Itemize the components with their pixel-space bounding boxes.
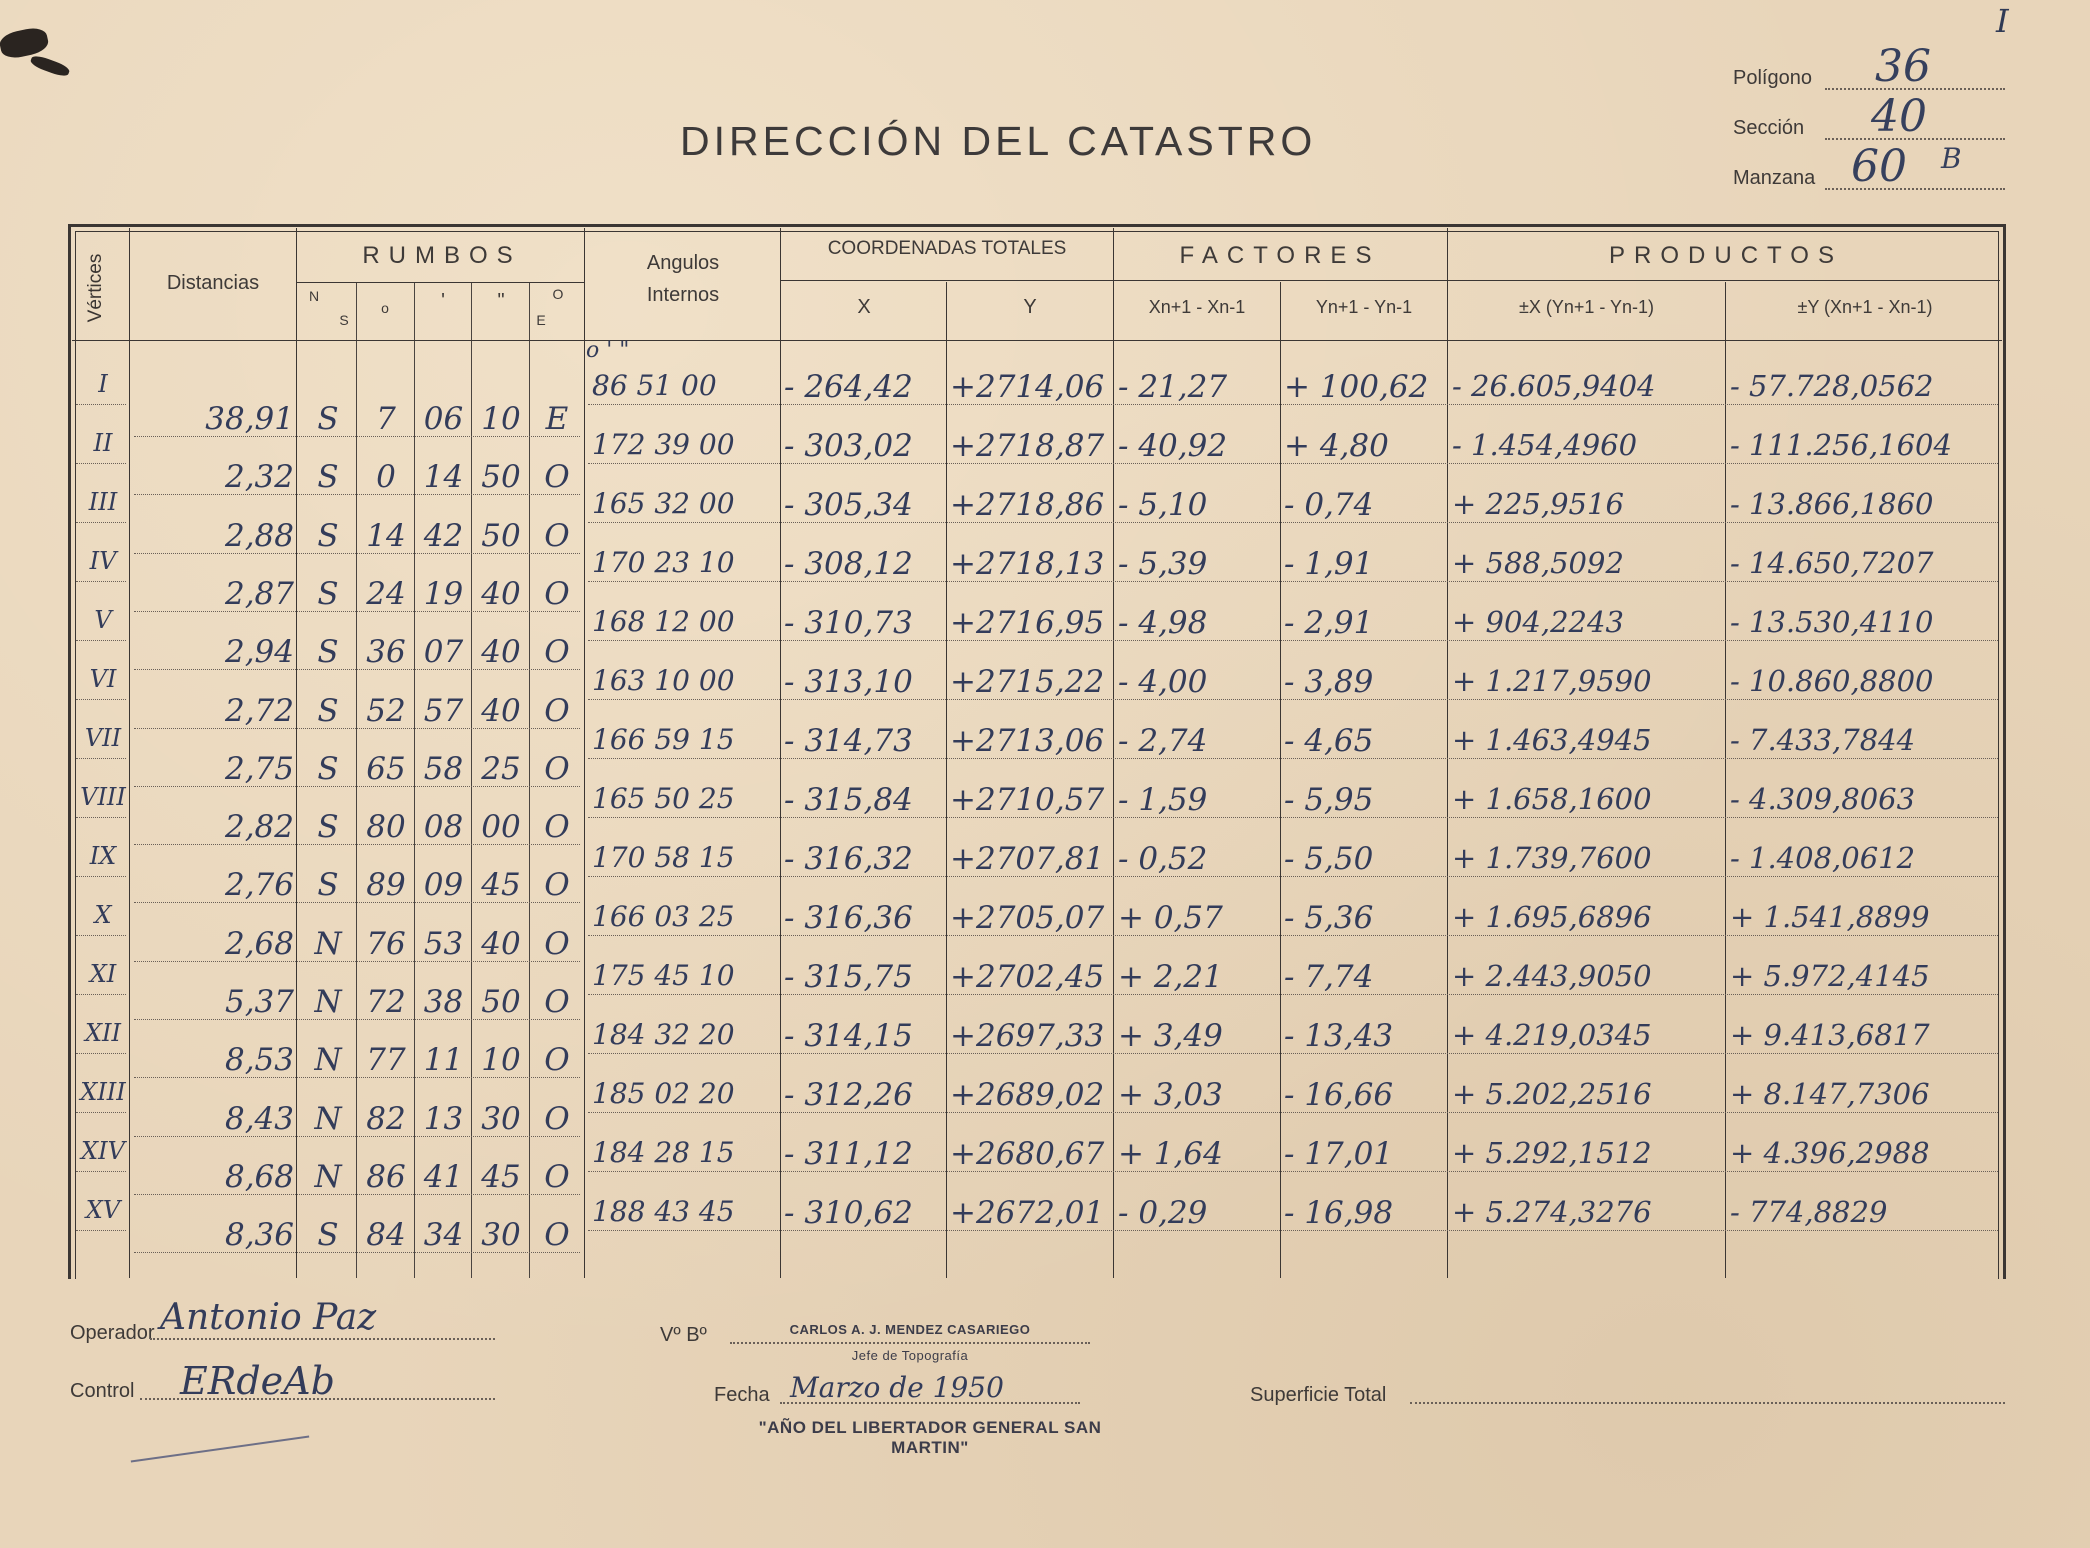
distance-value: 8,36 bbox=[224, 1217, 294, 1254]
coord-x-value: - 311,12 bbox=[784, 1136, 913, 1172]
coord-y-value: +2672,01 bbox=[950, 1195, 1105, 1231]
product-x-value: + 1.217,9590 bbox=[1452, 664, 1652, 698]
product-y-value: - 774,8829 bbox=[1730, 1195, 1888, 1229]
rumbo-seconds: 30 bbox=[481, 1217, 521, 1254]
rumbo-minutes: 07 bbox=[423, 634, 464, 671]
rumbo-seconds: 10 bbox=[481, 401, 521, 437]
distance-value: 8,43 bbox=[224, 1100, 294, 1137]
rumbo-oe: O bbox=[544, 575, 570, 612]
rumbo-ns: S bbox=[317, 809, 339, 846]
row-dotted-line bbox=[76, 1053, 126, 1054]
header-bottom-rule bbox=[72, 340, 2002, 341]
rumbo-degrees: 65 bbox=[366, 750, 406, 787]
product-x-value: + 1.463,4945 bbox=[1452, 723, 1652, 757]
interior-angle: 86 51 00 bbox=[592, 369, 717, 402]
operador-signature: Antonio Paz bbox=[160, 1297, 377, 1338]
rumbo-ns: S bbox=[317, 634, 339, 671]
rumbo-oe: O bbox=[544, 1158, 570, 1195]
factor-x-value: - 0,52 bbox=[1118, 841, 1208, 877]
productos-header: PRODUCTOS bbox=[1609, 242, 1843, 269]
factor-x-value: - 40,92 bbox=[1118, 428, 1228, 464]
rumbo-minutes: 08 bbox=[423, 809, 464, 846]
row-dotted-line bbox=[76, 1230, 126, 1231]
coord-y-value: +2715,22 bbox=[950, 664, 1105, 700]
vertex-label: XIII bbox=[80, 1078, 126, 1106]
rumbo-seconds: 50 bbox=[481, 459, 521, 496]
rumbo-ns: S bbox=[317, 692, 339, 729]
product-x-value: + 904,2243 bbox=[1452, 605, 1624, 639]
coord-y-value: +2705,07 bbox=[950, 900, 1105, 936]
stamp-name: CARLOS A. J. MENDEZ CASARIEGO bbox=[789, 1322, 1031, 1337]
rumbo-minutes: 53 bbox=[423, 925, 464, 962]
coord-x-value: - 315,84 bbox=[784, 782, 913, 818]
distance-value: 8,53 bbox=[224, 1042, 294, 1079]
rumbo-degrees: 89 bbox=[366, 867, 406, 904]
prod-x-header: ±X (Yn+1 - Yn-1) bbox=[1518, 297, 1655, 317]
row-dotted-line bbox=[76, 876, 126, 877]
rumbo-seconds: 30 bbox=[481, 1100, 521, 1137]
row-dotted-line bbox=[76, 1171, 126, 1172]
interior-angle: 184 32 20 bbox=[592, 1018, 735, 1051]
rumbos-subcol bbox=[471, 282, 472, 1278]
stamp-motto: "AÑO DEL LIBERTADOR GENERAL SAN MARTIN" bbox=[758, 1418, 1102, 1457]
rumbo-ns: S bbox=[317, 459, 339, 496]
rumbo-minutes: 58 bbox=[423, 750, 464, 787]
rumbo-degrees: 0 bbox=[376, 459, 396, 496]
product-y-value: + 4.396,2988 bbox=[1730, 1136, 1930, 1170]
factor-x-value: + 3,03 bbox=[1118, 1077, 1223, 1113]
col-divider bbox=[1725, 282, 1726, 1278]
row-dotted-line bbox=[76, 758, 126, 759]
rumbo-degrees: 76 bbox=[366, 925, 406, 962]
rumbo-oe: O bbox=[544, 1217, 570, 1254]
vertex-label: III bbox=[88, 488, 118, 516]
rumbos-o-header: O bbox=[552, 286, 564, 302]
rumbo-degrees: 77 bbox=[366, 1042, 406, 1079]
rumbo-seconds: 50 bbox=[481, 984, 521, 1020]
coord-y-value: +2713,06 bbox=[950, 723, 1105, 759]
distance-value: 2,94 bbox=[224, 634, 294, 671]
interior-angle: 166 59 15 bbox=[592, 723, 735, 756]
rumbo-ns: N bbox=[314, 1158, 342, 1195]
rumbo-minutes: 38 bbox=[423, 984, 464, 1020]
distance-value: 2,32 bbox=[224, 459, 294, 496]
vertices-header: Vértices bbox=[85, 253, 106, 323]
seccion-field bbox=[1733, 91, 2005, 146]
poligono-value: 36 bbox=[1875, 41, 1931, 92]
col-divider bbox=[1280, 282, 1281, 1278]
rumbo-oe: O bbox=[544, 517, 570, 554]
poligono-field bbox=[1733, 41, 2005, 96]
factor-y-value: + 4,80 bbox=[1284, 428, 1389, 464]
rumbo-oe: O bbox=[544, 459, 570, 496]
internos-header: Internos bbox=[646, 284, 720, 306]
factores-header: FACTORES bbox=[1179, 242, 1381, 269]
seccion-label: Sección bbox=[1733, 117, 1805, 139]
row-dotted-line bbox=[76, 522, 126, 523]
ink-stain bbox=[0, 25, 50, 60]
vobo-line bbox=[730, 1342, 1090, 1344]
coord-x-value: - 303,02 bbox=[784, 428, 913, 464]
vertex-label: XV bbox=[85, 1196, 121, 1224]
interior-angle: 188 43 45 bbox=[592, 1195, 735, 1228]
rumbo-seconds: 45 bbox=[481, 1158, 521, 1195]
rumbos-subcol bbox=[356, 282, 357, 1278]
interior-angle: 166 03 25 bbox=[592, 900, 735, 933]
row-dotted-line bbox=[76, 1112, 126, 1113]
rumbo-degrees: 72 bbox=[366, 984, 406, 1020]
factor-y-header: Yn+1 - Yn-1 bbox=[1315, 297, 1413, 317]
factor-y-value: - 16,98 bbox=[1284, 1195, 1394, 1231]
product-y-value: + 9.413,6817 bbox=[1730, 1018, 1930, 1052]
product-x-value: + 1.658,1600 bbox=[1452, 782, 1652, 816]
rumbo-oe: E bbox=[545, 401, 569, 437]
fecha-value: Marzo de 1950 bbox=[790, 1371, 1004, 1404]
vobo-label: Vº Bº bbox=[660, 1324, 707, 1346]
rumbo-minutes: 34 bbox=[423, 1217, 464, 1254]
rumbo-minutes: 19 bbox=[423, 575, 464, 612]
rumbo-oe: O bbox=[544, 867, 570, 904]
rumbo-seconds: 45 bbox=[481, 867, 521, 904]
interior-angle: 185 02 20 bbox=[592, 1077, 735, 1110]
coord-x-value: - 313,10 bbox=[784, 664, 913, 700]
product-x-value: + 2.443,9050 bbox=[1452, 959, 1652, 993]
rumbos-sec-header: " bbox=[497, 290, 505, 312]
distance-value: 2,75 bbox=[224, 750, 294, 787]
rumbos-subcol bbox=[529, 282, 530, 1278]
row-dotted-line bbox=[76, 404, 126, 405]
coord-y-value: +2702,45 bbox=[950, 959, 1105, 995]
factor-x-value: - 5,10 bbox=[1118, 487, 1208, 523]
vertex-label: I bbox=[98, 370, 108, 398]
coord-y-value: +2718,86 bbox=[950, 487, 1105, 523]
factor-x-value: + 0,57 bbox=[1118, 900, 1223, 936]
coord-y-value: +2718,87 bbox=[950, 428, 1105, 464]
factor-y-value: - 1,91 bbox=[1284, 546, 1374, 582]
factor-x-value: + 3,49 bbox=[1118, 1018, 1223, 1054]
vertex-label: IV bbox=[89, 547, 117, 575]
vertex-label: XIV bbox=[81, 1137, 125, 1165]
product-x-value: + 225,9516 bbox=[1452, 487, 1624, 521]
angle-units-marks: o ' " bbox=[586, 338, 630, 363]
rumbo-degrees: 24 bbox=[366, 575, 406, 612]
manzana-field bbox=[1733, 141, 2005, 196]
distance-value: 2,68 bbox=[224, 925, 294, 962]
rumbo-seconds: 40 bbox=[481, 925, 521, 962]
col-divider bbox=[129, 228, 130, 1278]
coord-x-value: - 316,32 bbox=[784, 841, 913, 877]
distance-value: 8,68 bbox=[224, 1158, 294, 1195]
product-x-value: - 26.605,9404 bbox=[1452, 369, 1656, 403]
product-y-value: - 7.433,7844 bbox=[1730, 723, 1916, 757]
rumbo-minutes: 57 bbox=[423, 692, 464, 729]
rumbo-oe: O bbox=[544, 1100, 570, 1137]
rumbo-minutes: 14 bbox=[423, 459, 464, 496]
coord-x-header: X bbox=[857, 296, 871, 318]
coord-y-header: Y bbox=[1023, 296, 1037, 318]
rumbo-minutes: 42 bbox=[423, 517, 464, 554]
vertex-label: V bbox=[94, 606, 112, 634]
factor-y-value: - 3,89 bbox=[1284, 664, 1374, 700]
factor-y-value: - 17,01 bbox=[1284, 1136, 1394, 1172]
manzana-value: 60 bbox=[1851, 141, 1907, 192]
coord-x-value: - 315,75 bbox=[784, 959, 913, 995]
rumbo-seconds: 40 bbox=[481, 575, 521, 612]
rumbo-ns: S bbox=[317, 517, 339, 554]
distancias-header: Distancias bbox=[166, 272, 260, 294]
superficie-line bbox=[1410, 1402, 2005, 1404]
rumbos-subcol bbox=[414, 282, 415, 1278]
coord-y-value: +2718,13 bbox=[950, 546, 1105, 582]
interior-angle: 165 50 25 bbox=[592, 782, 735, 815]
rumbo-minutes: 06 bbox=[423, 401, 464, 437]
factor-y-value: - 13,43 bbox=[1284, 1018, 1394, 1054]
product-y-value: + 1.541,8899 bbox=[1730, 900, 1930, 934]
product-y-value: - 4.309,8063 bbox=[1730, 782, 1916, 816]
coord-y-value: +2710,57 bbox=[950, 782, 1105, 818]
interior-angle: 165 32 00 bbox=[592, 487, 735, 520]
prod-y-header: ±Y (Xn+1 - Xn-1) bbox=[1797, 297, 1933, 317]
rumbos-n-header: N bbox=[308, 288, 320, 304]
coord-x-value: - 308,12 bbox=[784, 546, 913, 582]
col-divider bbox=[780, 228, 781, 1278]
coord-y-value: +2689,02 bbox=[950, 1077, 1105, 1113]
rumbo-degrees: 7 bbox=[376, 401, 396, 437]
factor-y-value: - 4,65 bbox=[1284, 723, 1374, 759]
sheet-number-mark: I bbox=[1996, 2, 2009, 40]
coordenadas-header: COORDENADAS TOTALES bbox=[827, 238, 1067, 259]
factor-x-value: - 4,00 bbox=[1118, 664, 1208, 700]
coord-y-value: +2697,33 bbox=[950, 1018, 1105, 1054]
rumbo-seconds: 25 bbox=[481, 750, 521, 787]
factor-y-value: - 5,50 bbox=[1284, 841, 1374, 877]
col-divider bbox=[1447, 228, 1448, 1278]
control-label: Control bbox=[70, 1380, 135, 1402]
factor-y-value: - 5,95 bbox=[1284, 782, 1374, 818]
operador-line bbox=[150, 1338, 495, 1340]
rumbo-oe: O bbox=[544, 634, 570, 671]
rumbo-minutes: 11 bbox=[423, 1042, 464, 1079]
factor-x-value: - 2,74 bbox=[1118, 723, 1208, 759]
coord-x-value: - 310,62 bbox=[784, 1195, 913, 1231]
rumbo-seconds: 40 bbox=[481, 692, 521, 729]
rumbo-ns: S bbox=[317, 750, 339, 787]
operador-label: Operador bbox=[70, 1322, 155, 1344]
factor-y-value: - 5,36 bbox=[1284, 900, 1374, 936]
distance-value: 38,91 bbox=[205, 401, 294, 437]
product-x-value: + 5.202,2516 bbox=[1452, 1077, 1652, 1111]
rumbo-ns: S bbox=[317, 867, 339, 904]
control-flourish bbox=[131, 1435, 310, 1462]
angulos-header: Angulos bbox=[646, 252, 720, 274]
rumbo-minutes: 09 bbox=[423, 867, 464, 904]
rumbo-oe: O bbox=[544, 1042, 570, 1079]
coord-x-value: - 264,42 bbox=[784, 369, 913, 405]
distance-value: 2,88 bbox=[224, 517, 294, 554]
product-x-value: + 4.219,0345 bbox=[1452, 1018, 1652, 1052]
interior-angle: 163 10 00 bbox=[592, 664, 735, 697]
coord-x-value: - 316,36 bbox=[784, 900, 913, 936]
factor-x-value: + 2,21 bbox=[1118, 959, 1223, 995]
vertex-label: II bbox=[93, 429, 113, 457]
coord-x-value: - 310,73 bbox=[784, 605, 913, 641]
col-divider bbox=[946, 282, 947, 1278]
product-x-value: + 588,5092 bbox=[1452, 546, 1624, 580]
product-y-value: - 57.728,0562 bbox=[1730, 369, 1934, 403]
rumbos-min-header: ' bbox=[441, 290, 445, 312]
rumbo-ns: N bbox=[314, 925, 342, 962]
rumbo-ns: S bbox=[317, 1217, 339, 1254]
factor-x-value: - 21,27 bbox=[1118, 369, 1228, 405]
interior-angle: 170 23 10 bbox=[592, 546, 735, 579]
factor-x-value: - 1,59 bbox=[1118, 782, 1208, 818]
product-y-value: - 13.530,4110 bbox=[1730, 605, 1934, 639]
rumbo-seconds: 10 bbox=[481, 1042, 521, 1079]
row-dotted-line bbox=[76, 935, 126, 936]
coord-x-value: - 314,73 bbox=[784, 723, 913, 759]
page-title: DIRECCIÓN DEL CATASTRO bbox=[680, 118, 1317, 164]
product-y-value: + 8.147,7306 bbox=[1730, 1077, 1930, 1111]
rumbo-degrees: 84 bbox=[366, 1217, 406, 1254]
stamp-role: Jefe de Topografía bbox=[851, 1348, 969, 1363]
rumbo-oe: O bbox=[544, 925, 570, 962]
factor-x-value: - 0,29 bbox=[1118, 1195, 1208, 1231]
rumbo-oe: O bbox=[544, 984, 570, 1020]
factor-x-header: Xn+1 - Xn-1 bbox=[1148, 297, 1246, 317]
product-y-value: - 10.860,8800 bbox=[1730, 664, 1934, 698]
col-divider bbox=[1113, 228, 1114, 1278]
product-x-value: + 5.274,3276 bbox=[1452, 1195, 1652, 1229]
coord-y-value: +2714,06 bbox=[950, 369, 1105, 405]
row-dotted-line bbox=[76, 699, 126, 700]
coord-x-value: - 312,26 bbox=[784, 1077, 913, 1113]
rumbo-degrees: 14 bbox=[366, 517, 406, 554]
row-dotted-line bbox=[76, 817, 126, 818]
manzana-label: Manzana bbox=[1733, 167, 1816, 189]
rumbo-seconds: 40 bbox=[481, 634, 521, 671]
rumbos-e-header: E bbox=[536, 312, 546, 328]
rumbo-ns: N bbox=[314, 1100, 342, 1137]
superficie-label: Superficie Total bbox=[1250, 1384, 1387, 1406]
product-y-value: - 111.256,1604 bbox=[1730, 428, 1952, 462]
row-dotted-line bbox=[76, 994, 126, 995]
product-x-value: + 1.695,6896 bbox=[1452, 900, 1652, 934]
rumbo-oe: O bbox=[544, 809, 570, 846]
rumbo-seconds: 50 bbox=[481, 517, 521, 554]
rumbo-degrees: 36 bbox=[366, 634, 406, 671]
header-divider bbox=[780, 280, 2000, 281]
rumbo-ns: S bbox=[317, 401, 339, 437]
rumbos-header: RUMBOS bbox=[362, 242, 522, 269]
factor-x-value: - 5,39 bbox=[1118, 546, 1208, 582]
coord-y-value: +2680,67 bbox=[950, 1136, 1105, 1172]
coord-x-value: - 314,15 bbox=[784, 1018, 913, 1054]
vertex-label: X bbox=[94, 901, 112, 929]
factor-x-value: + 1,64 bbox=[1118, 1136, 1223, 1172]
product-y-value: - 14.650,7207 bbox=[1730, 546, 1934, 580]
ink-stain bbox=[29, 54, 71, 79]
col-divider bbox=[296, 228, 297, 1278]
col-divider bbox=[584, 228, 585, 1278]
factor-y-value: - 16,66 bbox=[1284, 1077, 1394, 1113]
distance-value: 2,76 bbox=[224, 867, 294, 904]
rumbo-ns: N bbox=[314, 984, 342, 1020]
rumbo-degrees: 82 bbox=[366, 1100, 406, 1137]
vertex-label: IX bbox=[89, 842, 117, 870]
rumbo-minutes: 13 bbox=[423, 1100, 464, 1137]
coord-y-value: +2716,95 bbox=[950, 605, 1105, 641]
vertex-label: XII bbox=[84, 1019, 122, 1047]
factor-y-value: - 2,91 bbox=[1284, 605, 1374, 641]
vertex-label: VIII bbox=[80, 783, 126, 811]
interior-angle: 184 28 15 bbox=[592, 1136, 735, 1169]
interior-angle: 172 39 00 bbox=[592, 428, 735, 461]
fecha-label: Fecha bbox=[714, 1384, 770, 1406]
rumbos-s-header: S bbox=[339, 312, 349, 328]
product-x-value: + 5.292,1512 bbox=[1452, 1136, 1652, 1170]
row-dotted-line bbox=[76, 463, 126, 464]
interior-angle: 175 45 10 bbox=[592, 959, 735, 992]
interior-angle: 168 12 00 bbox=[592, 605, 735, 638]
rumbo-ns: S bbox=[317, 575, 339, 612]
distance-value: 2,82 bbox=[224, 809, 294, 846]
rumbo-seconds: 00 bbox=[481, 809, 521, 846]
rumbo-degrees: 52 bbox=[366, 692, 406, 729]
poligono-label: Polígono bbox=[1733, 67, 1812, 89]
rumbo-degrees: 80 bbox=[366, 809, 406, 846]
row-dotted-line bbox=[76, 581, 126, 582]
vertex-label: VI bbox=[89, 665, 117, 693]
vertex-label: VII bbox=[84, 724, 122, 752]
rumbo-minutes: 41 bbox=[423, 1158, 464, 1195]
product-y-value: - 13.866,1860 bbox=[1730, 487, 1934, 521]
coord-y-value: +2707,81 bbox=[950, 841, 1105, 877]
control-signature: ERdeAb bbox=[180, 1359, 335, 1403]
factor-y-value: + 100,62 bbox=[1284, 369, 1429, 405]
factor-y-value: - 0,74 bbox=[1284, 487, 1374, 523]
manzana-suffix: B bbox=[1941, 142, 1962, 175]
product-y-value: + 5.972,4145 bbox=[1730, 959, 1930, 993]
distance-value: 2,87 bbox=[224, 575, 294, 612]
seccion-value: 40 bbox=[1871, 91, 1927, 142]
distance-value: 5,37 bbox=[224, 984, 294, 1020]
interior-angle: 170 58 15 bbox=[592, 841, 735, 874]
row-dotted-line bbox=[76, 640, 126, 641]
coord-x-value: - 305,34 bbox=[784, 487, 913, 523]
rumbos-deg-header: o bbox=[381, 300, 389, 316]
factor-x-value: - 4,98 bbox=[1118, 605, 1208, 641]
vertex-label: XI bbox=[89, 960, 117, 988]
rumbo-degrees: 86 bbox=[366, 1158, 406, 1195]
header-divider bbox=[296, 282, 584, 283]
product-x-value: - 1.454,4960 bbox=[1452, 428, 1638, 462]
product-x-value: + 1.739,7600 bbox=[1452, 841, 1652, 875]
product-y-value: - 1.408,0612 bbox=[1730, 841, 1916, 875]
rumbo-oe: O bbox=[544, 750, 570, 787]
distance-value: 2,72 bbox=[224, 692, 294, 729]
rumbo-ns: N bbox=[314, 1042, 342, 1079]
rumbo-oe: O bbox=[544, 692, 570, 729]
factor-y-value: - 7,74 bbox=[1284, 959, 1374, 995]
